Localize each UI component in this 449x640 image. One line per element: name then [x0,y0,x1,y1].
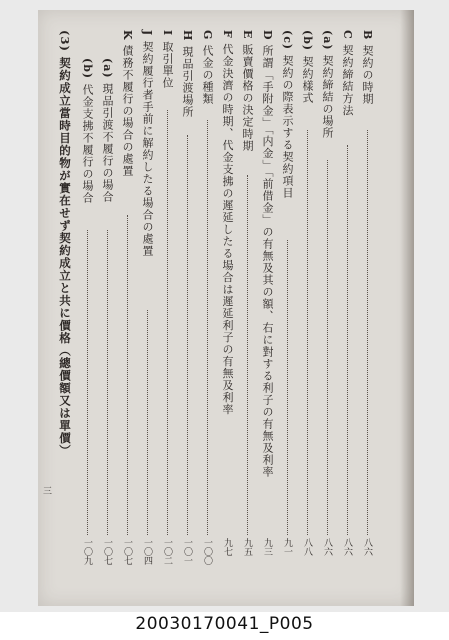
toc-entry-c-b [300,30,314,104]
dot-leader [107,230,122,535]
entry-page: 一〇九 [82,538,92,565]
toc-entry-k-b [80,58,94,204]
toc-entry-i [160,30,174,89]
dot-leader [287,240,302,535]
entry-page: 一〇七 [122,538,132,565]
entry-label: E [241,30,254,40]
entry-label: (b) [81,58,94,80]
section-heading [58,30,72,457]
toc-entry-k [120,30,134,177]
dot-leader [327,160,342,535]
toc-entry-c-a [320,30,334,139]
toc-entry-h [180,30,194,118]
entry-label: B [361,30,374,41]
entry-page: 九一 [282,538,292,556]
entry-label: F [221,30,234,39]
entry-text: 代金の種類 [201,44,214,105]
entry-page: 八八 [302,538,312,556]
entry-label: K [121,30,134,41]
entry-label: C [341,30,354,40]
toc-entry-f [220,30,234,415]
entry-page: 一〇七 [102,538,112,565]
toc-entry-c-c [280,30,294,199]
entry-label: D [261,30,274,41]
entry-label: J [141,30,154,37]
entry-text: 代金決濟の時期、代金支拂の遲延したる場合は遲延利子の有無及利率 [221,43,234,416]
page-spine-shadow [400,10,414,606]
entry-page: 一〇〇 [202,538,212,565]
image-caption: 20030170041_P005 [135,614,314,634]
toc-entry-e [240,30,254,152]
entry-label: G [201,30,214,41]
toc-entry-c [340,30,354,116]
entry-label: (a) [101,58,114,79]
entry-page: 八六 [342,538,352,556]
toc-entry-k-a [100,58,114,203]
section-heading-text: 契約成立當時目的物が實在せず契約成立と共に價格（總價額又は單價） [58,56,72,457]
toc-entry-g [200,30,214,105]
entry-text: 契約締結の場所 [321,55,334,140]
dot-leader [167,110,182,535]
entry-label: (c) [281,30,294,51]
dot-leader [127,215,142,535]
dot-leader [187,135,202,535]
entry-page: 九五 [242,538,252,556]
entry-text: 契約締結方法 [341,44,354,117]
section-number: (3) [58,30,72,52]
entry-page: 一〇一 [182,538,192,565]
entry-text: 現品引渡不履行の場合 [101,83,114,204]
entry-page: 九三 [262,538,272,556]
dot-leader [207,120,222,535]
entry-page: 八六 [322,538,332,556]
entry-text: 取引單位 [161,40,174,89]
toc-entry-d [260,30,274,478]
entry-label: I [161,30,174,37]
folio-number: 三 [41,486,51,495]
dot-leader [87,230,102,535]
entry-page: 一〇二 [162,538,172,565]
entry-text: 販賣價格の決定時期 [241,43,254,152]
dot-leader [307,130,322,535]
toc-entry-j [140,30,154,257]
entry-text: 契約の時期 [361,44,374,105]
entry-label: (a) [321,30,334,51]
entry-text: 現品引渡場所 [181,45,194,118]
entry-text: 代金支拂不履行の場合 [81,83,94,204]
entry-label: (b) [301,30,314,52]
entry-text: 契約の際表示する契約項目 [281,54,294,199]
dot-leader [347,145,362,535]
entry-page: 九七 [222,538,232,556]
dot-leader [247,175,262,535]
dot-leader [367,130,382,535]
book-page [38,10,414,606]
toc-entry-b [360,30,374,105]
entry-page: 八六 [362,538,372,556]
dot-leader [147,310,162,535]
entry-page: 一〇四 [142,538,152,565]
entry-text: 契約樣式 [301,55,314,104]
entry-text: 契約履行者手前に解約したる場合の處置 [141,40,154,257]
entry-text: 所謂「手附金」「内金」「前借金」の有無及其の額、右に對する利子の有無及利率 [261,45,274,479]
entry-label: H [181,30,194,42]
entry-text: 債務不履行の場合の處置 [121,45,134,178]
